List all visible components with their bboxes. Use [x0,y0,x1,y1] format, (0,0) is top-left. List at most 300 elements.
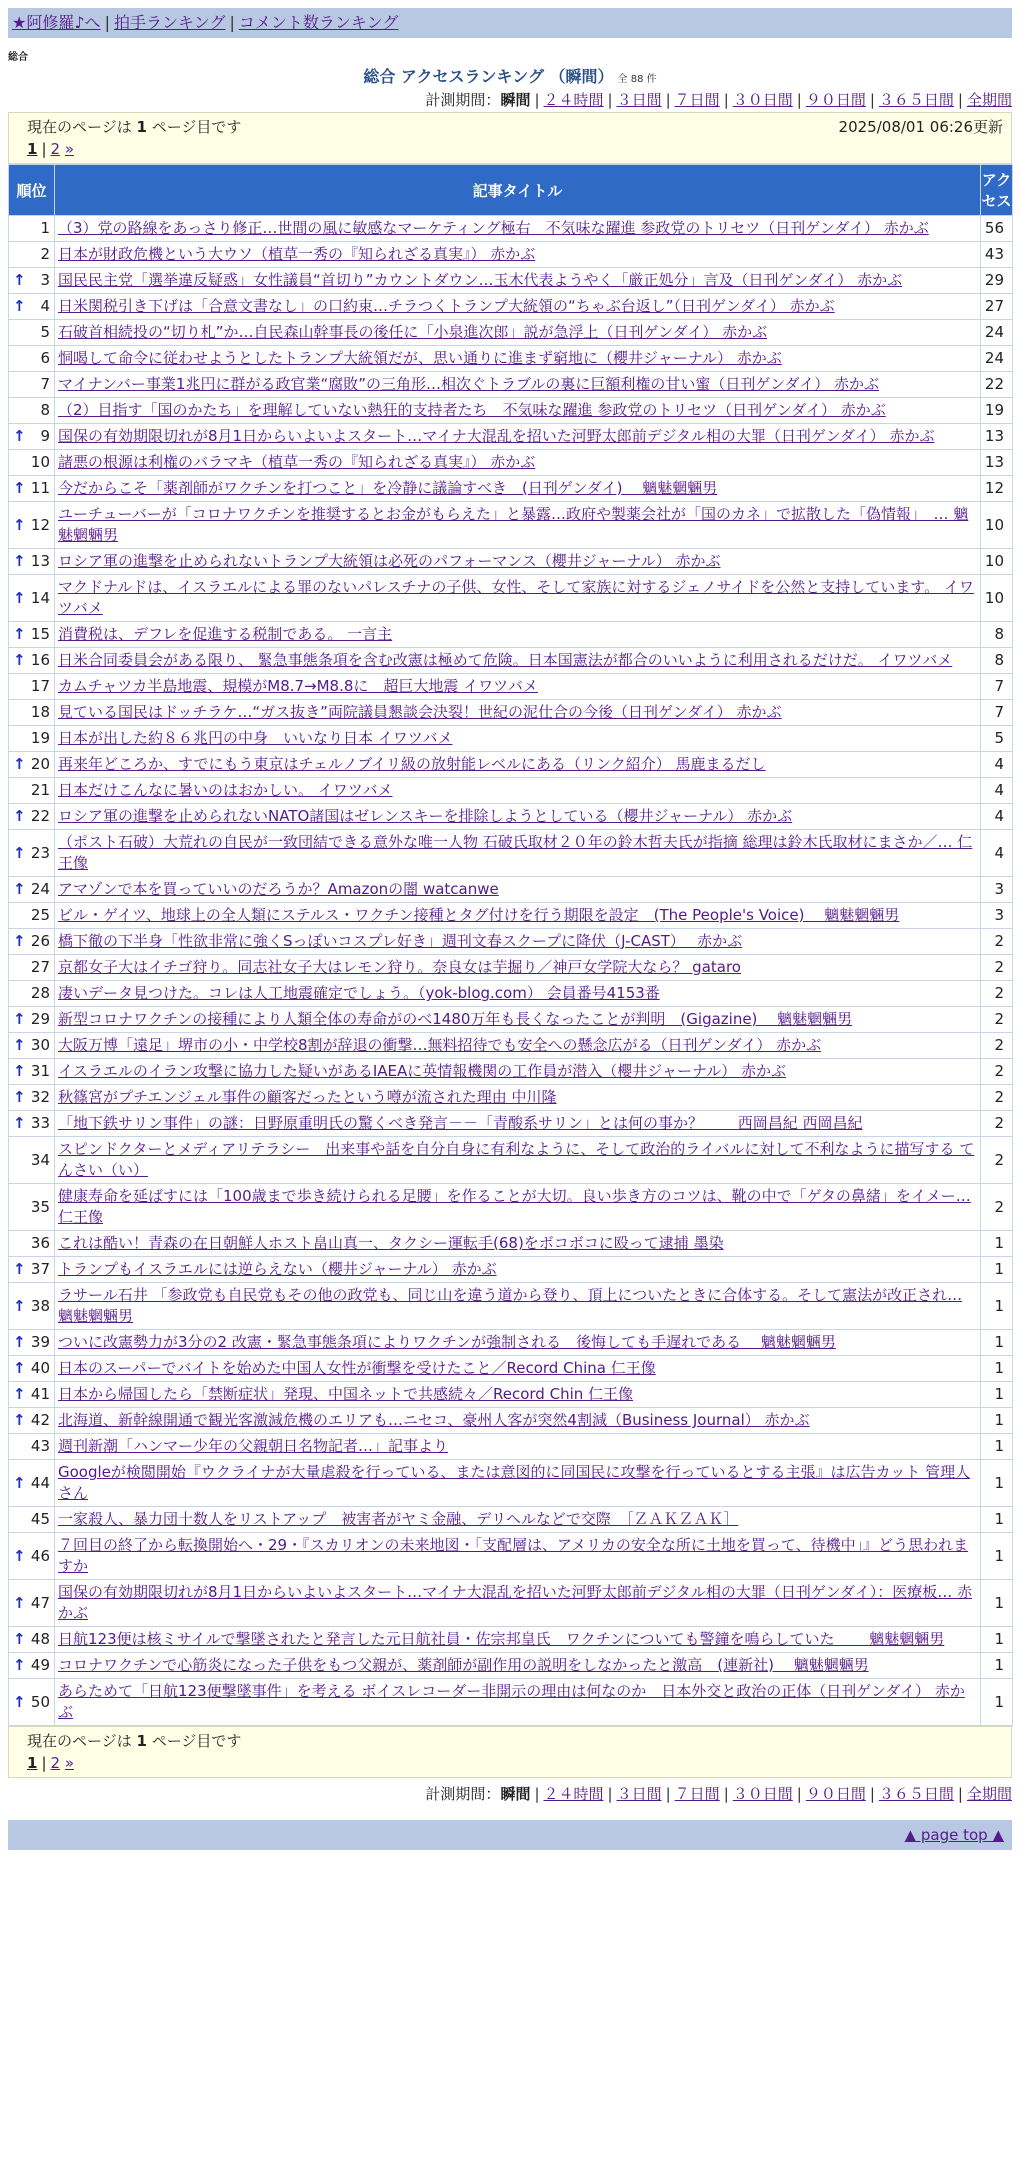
access-count: 2 [981,981,1013,1007]
access-count: 2 [981,1059,1013,1085]
table-row [9,877,1013,903]
article-title-link[interactable]: 大阪万博「遠足」堺市の小・中学校8割が辞退の衝撃…無料招待でも安全への懸念広がる（日刊ゲンダイ） 赤かぶ [58,1036,822,1054]
article-title-link[interactable]: 日本が財政危機という大ウソ（植草一秀の『知られざる真実』） 赤かぶ [58,245,536,263]
access-count: 1 [981,1460,1013,1507]
title-cell [55,1330,981,1356]
article-title-link[interactable]: スピンドクターとメディアリテラシー 出来事や話を自分自身に有利なように、そして政治的ライバルに対して不利なように描写する てんさい（い） [58,1140,975,1179]
period-separator: | [607,1785,613,1803]
rank-number: 32 [30,1088,50,1106]
access-count: 1 [981,1257,1013,1283]
up-arrow-icon: ↑ [13,1385,26,1403]
period-option-link[interactable]: ２４時間 [543,91,604,109]
page-info-bottom [8,1726,1012,1778]
period-option-link[interactable]: ３日間 [616,1785,662,1803]
rank-number: 28 [30,984,50,1002]
article-title-link[interactable]: （3）党の路線をあっさり修正…世間の風に敏感なマーケティング極右 不気味な躍進 参政党のトリセツ（日刊ゲンダイ） 赤かぶ [58,219,929,237]
pager-page-link[interactable]: 2 [50,1754,61,1772]
article-title-link[interactable]: 秋篠宮がプチエンジェル事件の顧客だったという噂が流された理由 中川隆 [58,1088,557,1106]
period-option-link[interactable]: ３６５日間 [878,1785,954,1803]
rank-cell [9,1434,55,1460]
access-count: 24 [981,320,1013,346]
access-count: 7 [981,700,1013,726]
rank-number: 29 [30,1010,50,1028]
article-title-link[interactable]: 週刊新潮「ハンマー少年の父親朝日名物記者…」記事より [58,1437,449,1455]
rank-number: 6 [40,349,50,367]
rank-number: 43 [30,1437,50,1455]
rank-number: 42 [30,1411,50,1429]
access-count: 2 [981,1184,1013,1231]
nav-separator: | [104,13,110,32]
footer-bar [8,1820,1012,1850]
access-count: 2 [981,929,1013,955]
article-title-link[interactable]: 日本から帰国したら「禁断症状」発現、中国ネットで共感続々／Record Chin 仁王像 [58,1385,634,1403]
article-title-link[interactable]: 日米合同委員会がある限り、 緊急事態条項を含む改憲は極めて危険。日本国憲法が都合のいいように利用されるだけだ。 イワツバメ [58,651,953,669]
period-separator: | [796,1785,802,1803]
rank-number: 13 [30,552,50,570]
access-count: 1 [981,1653,1013,1679]
table-row [9,804,1013,830]
up-arrow-icon: ↑ [13,932,26,950]
table-row [9,1356,1013,1382]
updated-timestamp: 2025/08/01 06:26更新 [838,118,1003,136]
article-title-link[interactable]: これは酷い！青森の在日朝鮮人ホスト畠山真一、タクシー運転手(68)をボコボコに殴って逮捕 墨染 [58,1234,724,1252]
article-title-link[interactable]: ビル・ゲイツ、地球上の全人類にステルス・ワクチン接種とタグ付けを行う期限を設定 (The People's Voice) 魑魅魍魎男 [58,906,900,924]
rank-cell [9,1356,55,1382]
nav-separator: | [229,13,235,32]
title-cell [55,476,981,502]
access-count: 7 [981,674,1013,700]
table-row [9,549,1013,575]
article-title-link[interactable]: 京都女子大はイチゴ狩り。同志社女子大はレモン狩り。奈良女は芋掘り／神戸女学院大なら？ gataro [58,958,741,976]
title-cell [55,575,981,622]
access-count: 12 [981,476,1013,502]
rank-number: 1 [40,219,50,237]
rank-number: 2 [40,245,50,263]
rank-cell [9,424,55,450]
title-cell [55,1533,981,1580]
title-cell [55,268,981,294]
rank-number: 44 [30,1473,50,1492]
article-title-link[interactable]: 日本が出した約８６兆円の中身 いいなり日本 イワツバメ [58,729,453,747]
article-title-link[interactable]: 今だからこそ「薬剤師がワクチンを打つこと」を冷静に議論すべき (日刊ゲンダイ) 魑魅魍魎男 [58,479,718,497]
rank-number: 18 [30,703,50,721]
article-title-link[interactable]: （2）目指す「国のかたち」を理解していない熱狂的支持者たち 不気味な躍進 参政党のトリセツ（日刊ゲンダイ） 赤かぶ [58,401,886,419]
access-count: 3 [981,903,1013,929]
rank-number: 38 [30,1296,50,1315]
article-title-link[interactable]: 再来年どころか、すでにもう東京はチェルノブイリ級の放射能レベルにある（リンク紹介） 馬鹿まるだし [58,755,766,773]
article-title-link[interactable]: 国民民主党「選挙違反疑惑」女性議員“首切り”カウントダウン…玉木代表ようやく「厳正処分」言及（日刊ゲンダイ） 赤かぶ [58,271,903,289]
title-cell [55,726,981,752]
article-title-link[interactable]: マクドナルドは、イスラエルによる罪のないパレスチナの子供、女性、そして家族に対するジェノサイドを公然と支持しています。 イワツバメ [58,578,974,617]
home-link[interactable]: ★阿修羅♪へ [12,13,101,32]
rank-cell [9,1533,55,1580]
article-title-link[interactable]: 国保の有効期限切れが8月1日からいよいよスタート…マイナ大混乱を招いた河野太郎前デジタル相の大罪（日刊ゲンダイ）：医療板… 赤かぶ [58,1583,972,1622]
title-cell [55,1007,981,1033]
article-title-link[interactable]: ユーチューバーが「コロナワクチンを推奨するとお金がもらえた」と暴露…政府や製薬会社が「国のカネ」で拡散した「偽情報」 … 魑魅魍魎男 [58,505,969,544]
article-title-link[interactable]: 一家殺人、暴力団十数人をリストアップ 被害者がヤミ金融、デリヘルなどで交際 ［ＺＡＫＺＡＫ］ [58,1510,739,1528]
article-title-link[interactable]: 新型コロナワクチンの接種により人類全体の寿命がのべ1480万年も長くなったことが判明 (Gigazine) 魑魅魍魎男 [58,1010,853,1028]
rank-number: 47 [30,1593,50,1612]
table-row [9,1283,1013,1330]
table-row [9,726,1013,752]
table-row [9,346,1013,372]
rank-cell [9,1257,55,1283]
table-row [9,903,1013,929]
access-count: 1 [981,1382,1013,1408]
period-option-link[interactable]: ３０日間 [732,91,793,109]
period-option-link[interactable]: ７日間 [674,1785,720,1803]
rank-cell [9,1033,55,1059]
title-cell [55,1382,981,1408]
period-option-link[interactable]: 全期間 [966,1785,1012,1803]
up-arrow-icon: ↑ [13,1088,26,1106]
article-title-link[interactable]: 北海道、新幹線開通で観光客激減危機のエリアも…ニセコ、豪州人客が突然4割減（Business Journal） 赤かぶ [58,1411,810,1429]
access-count: 1 [981,1679,1013,1726]
table-row [9,648,1013,674]
article-title-link[interactable]: マイナンバー事業1兆円に群がる政官業“腐敗”の三角形…相次ぐトラブルの裏に巨額利権の甘い蜜（日刊ゲンダイ） 赤かぶ [58,375,879,393]
title-cell [55,1356,981,1382]
title-cell [55,804,981,830]
title-cell [55,778,981,804]
table-row [9,955,1013,981]
rank-number: 19 [30,729,50,747]
title-cell [55,320,981,346]
title-cell [55,981,981,1007]
up-arrow-icon: ↑ [13,271,26,289]
title-cell [55,903,981,929]
up-arrow-icon: ↑ [13,515,26,534]
table-row [9,450,1013,476]
title-cell [55,648,981,674]
up-arrow-icon: ↑ [13,427,26,445]
title-cell [55,1507,981,1533]
title-cell [55,294,981,320]
pager-bottom [27,1752,1003,1774]
access-count: 27 [981,294,1013,320]
rank-cell [9,398,55,424]
table-row [9,1330,1013,1356]
article-title-link[interactable]: 諸悪の根源は利権のバラマキ（植草一秀の『知られざる真実』） 赤かぶ [58,453,536,471]
table-row [9,398,1013,424]
title-cell [55,674,981,700]
title-cell [55,622,981,648]
access-count: 1 [981,1507,1013,1533]
period-separator: | [607,91,613,109]
table-row [9,242,1013,268]
table-row [9,216,1013,242]
article-title-link[interactable]: コロナワクチンで心筋炎になった子供をもつ父親が、薬剤師が副作用の説明をしなかったと激高 (連新社) 魑魅魍魎男 [58,1656,869,1674]
article-title-link[interactable]: アマゾンで本を買っていいのだろうか？Amazonの闇 watcanwe [58,880,499,898]
pager-next-link[interactable]: » [64,140,75,158]
table-row [9,1580,1013,1627]
pager-separator: | [41,1754,47,1772]
title-cell [55,1257,981,1283]
article-title-link[interactable]: 「地下鉄サリン事件」の謎：日野原重明氏の驚くべき発言－－「青酸系サリン」とは何の事か？ 西岡昌紀 西岡昌紀 [58,1114,863,1132]
rank-number: 45 [30,1510,50,1528]
clap-ranking-link[interactable]: 拍手ランキング [113,13,226,32]
article-title-link[interactable]: ラサール石井 「参政党も自民党もその他の政党も、同じ山を違う道から登り、頂上についたときに合体する。そして憲法が改正され… 魑魅魍魎男 [58,1286,963,1325]
article-title-link[interactable]: 日本のスーパーでバイトを始めた中国人女性が衝撃を受けたこと／Record China 仁王像 [58,1359,656,1377]
access-count: 22 [981,372,1013,398]
rank-number: 10 [30,453,50,471]
title-cell [55,700,981,726]
page-title: 総合 アクセスランキング （瞬間） [363,67,614,86]
header-access: アクセス [981,165,1013,216]
rank-number: 11 [30,479,50,497]
period-separator: | [869,91,875,109]
rank-cell [9,549,55,575]
up-arrow-icon: ↑ [13,651,26,669]
rank-cell [9,1085,55,1111]
rank-cell [9,294,55,320]
title-cell [55,1408,981,1434]
period-option-link[interactable]: ３０日間 [732,1785,793,1803]
title-cell [55,1580,981,1627]
access-count: 10 [981,575,1013,622]
up-arrow-icon: ↑ [13,552,26,570]
rank-cell [9,268,55,294]
access-count: 24 [981,346,1013,372]
rank-number: 21 [30,781,50,799]
total-count: 全 88 件 [617,74,657,85]
period-separator: | [534,91,540,109]
period-option-link[interactable]: ３６５日間 [878,91,954,109]
rank-cell [9,1653,55,1679]
article-title-link[interactable]: 国保の有効期限切れが8月1日からいよいよスタート…マイナ大混乱を招いた河野太郎前デジタル相の大罪（日刊ゲンダイ） 赤かぶ [58,427,935,445]
table-row [9,929,1013,955]
rank-cell [9,1184,55,1231]
table-row [9,1627,1013,1653]
access-count: 2 [981,955,1013,981]
article-title-link[interactable]: 石破首相続投の“切り札”か…自民森山幹事長の後任に「小泉進次郎」説が急浮上（日刊ゲンダイ） 赤かぶ [58,323,768,341]
rank-number: 33 [30,1114,50,1132]
table-row [9,1257,1013,1283]
access-count: 10 [981,549,1013,575]
title-cell [55,502,981,549]
rank-cell [9,450,55,476]
table-row [9,622,1013,648]
article-title-link[interactable]: カムチャツカ半島地震、規模がM8.7→M8.8に 超巨大地震 イワツバメ [58,677,538,695]
current-page-text: 現在のページは 1 ページ目です [27,1732,242,1750]
article-title-link[interactable]: ロシア軍の進撃を止められないNATO諸国はゼレンスキーを排除しようとしている（櫻井ジャーナル） 赤かぶ [58,807,793,825]
access-count: 2 [981,1033,1013,1059]
table-row [9,1085,1013,1111]
period-separator: | [665,1785,671,1803]
period-option-link[interactable]: ２４時間 [543,1785,604,1803]
rank-cell [9,955,55,981]
access-count: 4 [981,778,1013,804]
up-arrow-icon: ↑ [13,1296,26,1315]
rank-cell [9,502,55,549]
article-title-link[interactable]: 恫喝して命令に従わせようとしたトランプ大統領だが、思い通りに進まず窮地に（櫻井ジャーナル） 赤かぶ [58,349,782,367]
rank-number: 37 [30,1260,50,1278]
period-separator: | [869,1785,875,1803]
title-cell [55,955,981,981]
up-arrow-icon: ↑ [13,1260,26,1278]
up-arrow-icon: ↑ [13,1411,26,1429]
rank-number: 9 [40,427,50,445]
access-count: 2 [981,1111,1013,1137]
rank-number: 50 [30,1692,50,1711]
comment-ranking-link[interactable]: コメント数ランキング [238,13,399,32]
article-title-link[interactable]: Googleが検閲開始『ウクライナが大量虐殺を行っている、または意図的に同国民に攻撃を行っているとする主張』は広告カット 管理人さん [58,1463,971,1502]
rank-cell [9,216,55,242]
table-row [9,674,1013,700]
article-title-link[interactable]: トランプもイスラエルには逆らえない（櫻井ジャーナル） 赤かぶ [58,1260,497,1278]
pager-current-page: 1 [27,140,38,158]
article-title-link[interactable]: 消費税は、デフレを促進する税制である。 一言主 [58,625,393,643]
article-title-link[interactable]: ロシア軍の進撃を止められないトランプ大統領は必死のパフォーマンス（櫻井ジャーナル） 赤かぶ [58,552,721,570]
access-count: 4 [981,752,1013,778]
up-arrow-icon: ↑ [13,479,26,497]
up-arrow-icon: ↑ [13,1359,26,1377]
title-cell [55,1137,981,1184]
rank-cell [9,1111,55,1137]
article-title-link[interactable]: 橋下徹の下半身「性欲非常に強くSっぽいコスプレ好き」週刊文春スクープに降伏（J-CAST） 赤かぶ [58,932,743,950]
period-selector-bottom [8,1782,1012,1806]
access-count: 5 [981,726,1013,752]
table-row [9,1382,1013,1408]
table-row [9,778,1013,804]
title-cell [55,1460,981,1507]
rank-number: 25 [30,906,50,924]
rank-cell [9,726,55,752]
rank-number: 46 [30,1546,50,1565]
rank-number: 14 [30,588,50,607]
rank-number: 34 [30,1150,50,1169]
period-option-link[interactable]: ３日間 [616,91,662,109]
rank-number: 22 [30,807,50,825]
table-row [9,1679,1013,1726]
access-count: 1 [981,1434,1013,1460]
rank-number: 17 [30,677,50,695]
pager-page-link[interactable]: 2 [50,140,61,158]
rank-number: 41 [30,1385,50,1403]
article-title-link[interactable]: あらためて「日航123便撃墜事件」を考える ボイスレコーダー非開示の理由は何なのか 日本外交と政治の正体（日刊ゲンダイ） 赤かぶ [58,1682,965,1721]
table-row [9,1653,1013,1679]
rank-cell [9,1330,55,1356]
rank-cell [9,981,55,1007]
pager-next-link[interactable]: » [64,1754,75,1772]
article-title-link[interactable]: 日航123便は核ミサイルで撃墜されたと発言した元日航社員・佐宗邦皇氏 ワクチンについても警鐘を鳴らしていた 魑魅魍魎男 [58,1630,945,1648]
period-separator: | [534,1785,540,1803]
page-wrapper [8,0,1012,1850]
rank-cell [9,346,55,372]
table-row [9,502,1013,549]
title-cell [55,1653,981,1679]
access-count: 1 [981,1580,1013,1627]
rank-cell [9,752,55,778]
table-row [9,830,1013,877]
title-cell [55,398,981,424]
access-count: 1 [981,1627,1013,1653]
rank-number: 39 [30,1333,50,1351]
access-count: 13 [981,450,1013,476]
table-row [9,1033,1013,1059]
title-cell [55,1679,981,1726]
article-title-link[interactable]: イスラエルのイラン攻撃に協力した疑いがあるIAEAに英情報機関の工作員が潜入（櫻井ジャーナル） 赤かぶ [58,1062,786,1080]
access-count: 13 [981,424,1013,450]
table-row [9,700,1013,726]
access-count: 1 [981,1283,1013,1330]
rank-number: 23 [30,843,50,862]
up-arrow-icon: ↑ [13,843,26,862]
page-top-link[interactable]: ▲ page top ▲ [904,1826,1004,1844]
rank-cell [9,929,55,955]
title-cell [55,929,981,955]
title-cell [55,242,981,268]
table-row [9,268,1013,294]
top-nav-bar [8,8,1012,38]
article-title-link[interactable]: 見ている国民はドッチラケ…“ガス抜き”両院議員懇談会決裂！世紀の泥仕合の今後（日刊ゲンダイ） 赤かぶ [58,703,782,721]
access-count: 19 [981,398,1013,424]
up-arrow-icon: ↑ [13,880,26,898]
up-arrow-icon: ↑ [13,625,26,643]
period-option-link[interactable]: ９０日間 [805,1785,866,1803]
rank-cell [9,1059,55,1085]
title-cell [55,1111,981,1137]
rank-number: 7 [40,375,50,393]
table-row [9,1007,1013,1033]
up-arrow-icon: ↑ [13,1114,26,1132]
table-row [9,1434,1013,1460]
up-arrow-icon: ↑ [13,1036,26,1054]
period-separator: | [957,1785,963,1803]
table-row [9,575,1013,622]
table-row [9,1184,1013,1231]
title-cell [55,549,981,575]
period-option-link[interactable]: ７日間 [674,91,720,109]
header-title: 記事タイトル [55,165,981,216]
rank-cell [9,1627,55,1653]
title-cell [55,424,981,450]
title-cell [55,752,981,778]
rank-cell [9,1283,55,1330]
rank-cell [9,830,55,877]
period-separator: | [723,1785,729,1803]
rank-cell [9,1231,55,1257]
article-title-link[interactable]: ついに改憲勢力が3分の2 改憲・緊急事態条項によりワクチンが強制される 後悔しても手遅れである 魑魅魍魎男 [58,1333,836,1351]
article-title-link[interactable]: （ポスト石破）大荒れの自民が一致団結できる意外な唯一人物 石破氏取材２０年の鈴木哲夫氏が指摘 総理は鈴木氏取材にまさか／… 仁王像 [58,833,973,872]
title-cell [55,450,981,476]
access-count: 1 [981,1533,1013,1580]
rank-cell [9,1408,55,1434]
period-option-link[interactable]: 全期間 [966,91,1012,109]
up-arrow-icon: ↑ [13,1593,26,1612]
article-title-link[interactable]: 凄いデータ見つけた。コレは人工地震確定でしょう。（yok-blog.com） 会員番号4153番 [58,984,660,1002]
rank-number: 24 [30,880,50,898]
period-option-link[interactable]: ９０日間 [805,91,866,109]
table-row [9,981,1013,1007]
table-row [9,1059,1013,1085]
rank-cell [9,1007,55,1033]
current-page-text: 現在のページは 1 ページ目です [27,118,242,136]
access-count: 43 [981,242,1013,268]
period-separator: | [665,91,671,109]
rank-cell [9,320,55,346]
article-title-link[interactable]: 日本だけこんなに暑いのはおかしい。 イワツバメ [58,781,393,799]
article-title-link[interactable]: 健康寿命を延ばすには「100歳まで歩き続けられる足腰」を作ることが大切。良い歩き方のコツは、靴の中で「ゲタの鼻緒」をイメー… 仁王像 [58,1187,971,1226]
up-arrow-icon: ↑ [13,1062,26,1080]
rank-number: 40 [30,1359,50,1377]
table-row [9,1137,1013,1184]
rank-number: 35 [30,1197,50,1216]
title-cell [55,216,981,242]
rank-cell [9,1382,55,1408]
rank-number: 48 [30,1630,50,1648]
article-title-link[interactable]: 日米関税引き下げは「合意文書なし」の口約束…チラつくトランプ大統領の“ちゃぶ台返し”（日刊ゲンダイ） 赤かぶ [58,297,835,315]
article-title-link[interactable]: ７回目の終了から転換開始へ・29・『スカリオンの未来地図・「支配層は、アメリカの安全な所に土地を買って、待機中」』どう思われますか [58,1536,969,1575]
